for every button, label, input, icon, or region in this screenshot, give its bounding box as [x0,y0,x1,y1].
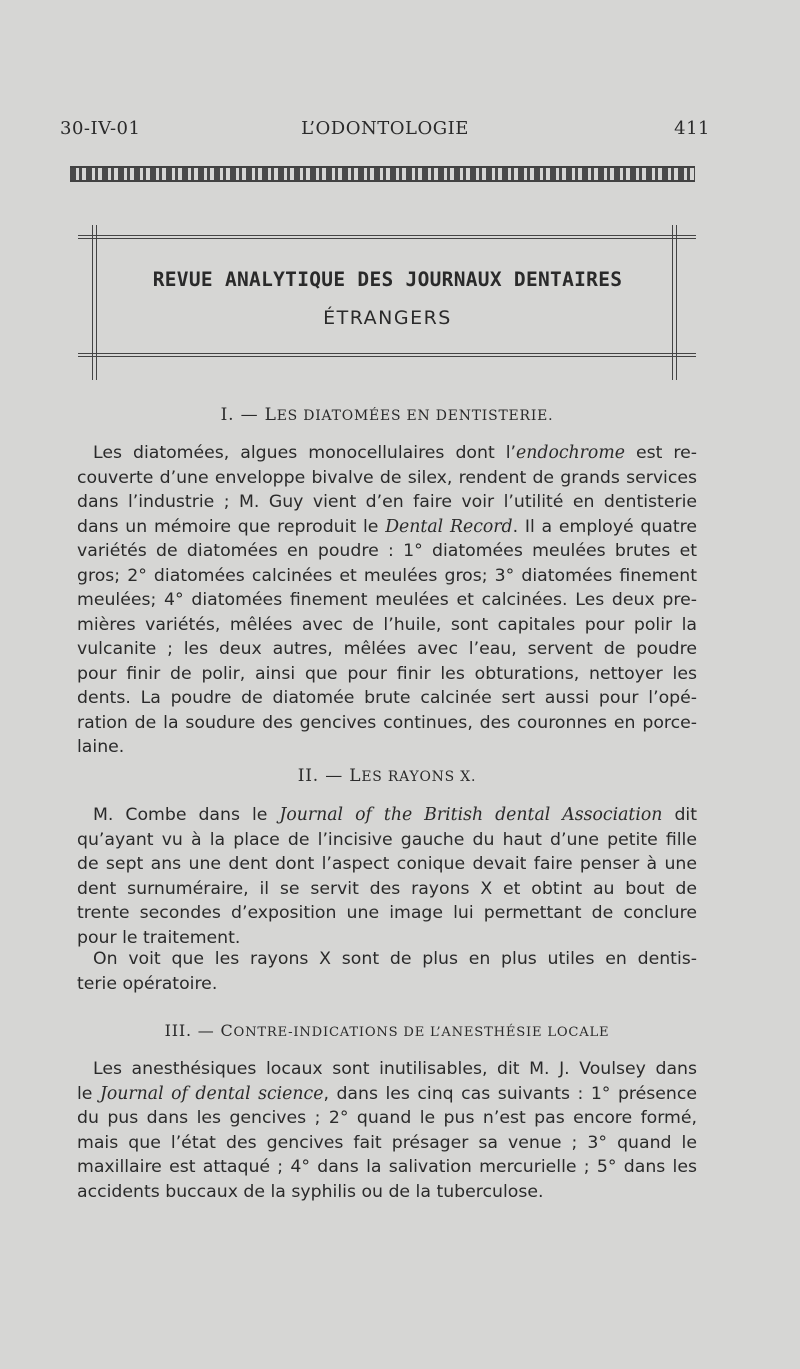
text-line: M. Combe dans le Journal of the British dental Association dit [93,805,697,825]
text-line: pour le traitement. [77,927,241,948]
text-line: de sept ans une dent dont l’aspect conique devait faire penser à une [77,854,697,874]
article-title: REVUE ANALYTIQUE DES JOURNAUX DENTAIRES [152,268,623,291]
text-line: dans un mémoire que reproduit le Dental Record. Il a employé quatre [77,516,697,537]
page-number: 411 [674,118,710,139]
frame-rule-bottom-inner [78,356,696,357]
text-line: laine. [77,737,125,757]
text-line: On voit que les rayons X sont de plus en plus utiles en dentis- [93,949,697,969]
text-line: dent surnuméraire, il se servit des rayons X et obtint au bout de [77,878,697,899]
text-line: pour finir de polir, ainsi que pour finir les obturations, nettoyer les [77,663,697,684]
section-3-paragraph [77,1057,697,1204]
section-1-heading [78,405,696,425]
text-line: ration de la soudure des gencives continues, des couronnes en porce- [77,712,697,733]
text-line: couverte d’une enveloppe bivalve de silex, rendent de grands services [77,467,697,488]
text-line: vulcanite ; les deux autres, mêlées avec l’eau, servent de poudre [77,639,697,659]
section-1-heading-initial: L [264,405,277,425]
text-line: qu’ayant vu à la place de l’incisive gauche du haut d’une petite fille [77,829,697,850]
section-2-heading [78,766,696,786]
frame-rule-bottom [78,353,696,354]
text-line: dans l’industrie ; M. Guy vient d’en faire voir l’utilité en dentisterie [77,492,697,512]
frame-rule-top-inner [78,238,696,239]
journal-name: L’ODONTOLOGIE [301,118,469,139]
text-line: dents. La poudre de diatomée brute calcinée sert aussi pour l’opé- [77,688,697,708]
section-3-heading [78,1021,696,1040]
text-line: terie opératoire. [77,973,218,994]
section-2-heading-text: ES RAYONS X. [361,769,477,785]
decorative-ornament-band [70,166,695,182]
section-1-paragraph [77,441,697,760]
text-line: mières variétés, mêlées avec de l’huile, sont capitales pour polir la [77,614,697,635]
section-1-heading-text: ES DIATOMÉES EN DENTISTERIE. [276,408,554,424]
section-3-heading-initial: C [220,1021,234,1040]
text-line: maxillaire est attaqué ; 4° dans la salivation mercurielle ; 5° dans les [77,1157,697,1177]
title-frame [78,225,696,380]
text-line: variétés de diatomées en poudre : 1° diatomées meulées brutes et [77,541,697,561]
section-3-heading-text: ONTRE-INDICATIONS DE L’ANESTHÉSIE LOCALE [233,1025,610,1040]
frame-rule-left [92,225,93,380]
text-line: Les diatomées, algues monocellulaires dont l’endochrome est re- [93,443,697,463]
text-line: accidents buccaux de la syphilis ou de la tuberculose. [77,1181,544,1202]
section-2-paragraph-2 [77,947,697,996]
frame-rule-right-inner [676,225,677,380]
text-line: trente secondes d’exposition une image lui permettant de conclure [77,903,697,923]
article-subtitle: ÉTRANGERS [323,307,452,329]
frame-rule-left-inner [96,225,97,380]
text-line: le Journal of dental science, dans les cinq cas suivants : 1° présence [77,1083,697,1104]
frame-rule-top [78,235,696,236]
issue-date: 30-IV-01 [60,118,141,139]
text-line: gros; 2° diatomées calcinées et meulées gros; 3° diatomées finement [77,565,697,586]
section-2-heading-initial: L [349,766,362,786]
section-2-paragraph-1 [77,803,697,950]
section-2-number: II. — [297,766,350,786]
text-line: mais que l’état des gencives fait présager sa venue ; 3° quand le [77,1132,697,1153]
text-line: meulées; 4° diatomées finement meulées et calcinées. Les deux pre- [77,590,697,610]
text-line: Les anesthésiques locaux sont inutilisables, dit M. J. Voulsey dans [93,1059,697,1079]
running-head [60,118,710,144]
section-3-number: III. — [164,1021,221,1040]
frame-rule-right [672,225,673,380]
section-1-number: I. — [220,405,265,425]
text-line: du pus dans les gencives ; 2° quand le pus n’est pas encore formé, [77,1108,697,1128]
